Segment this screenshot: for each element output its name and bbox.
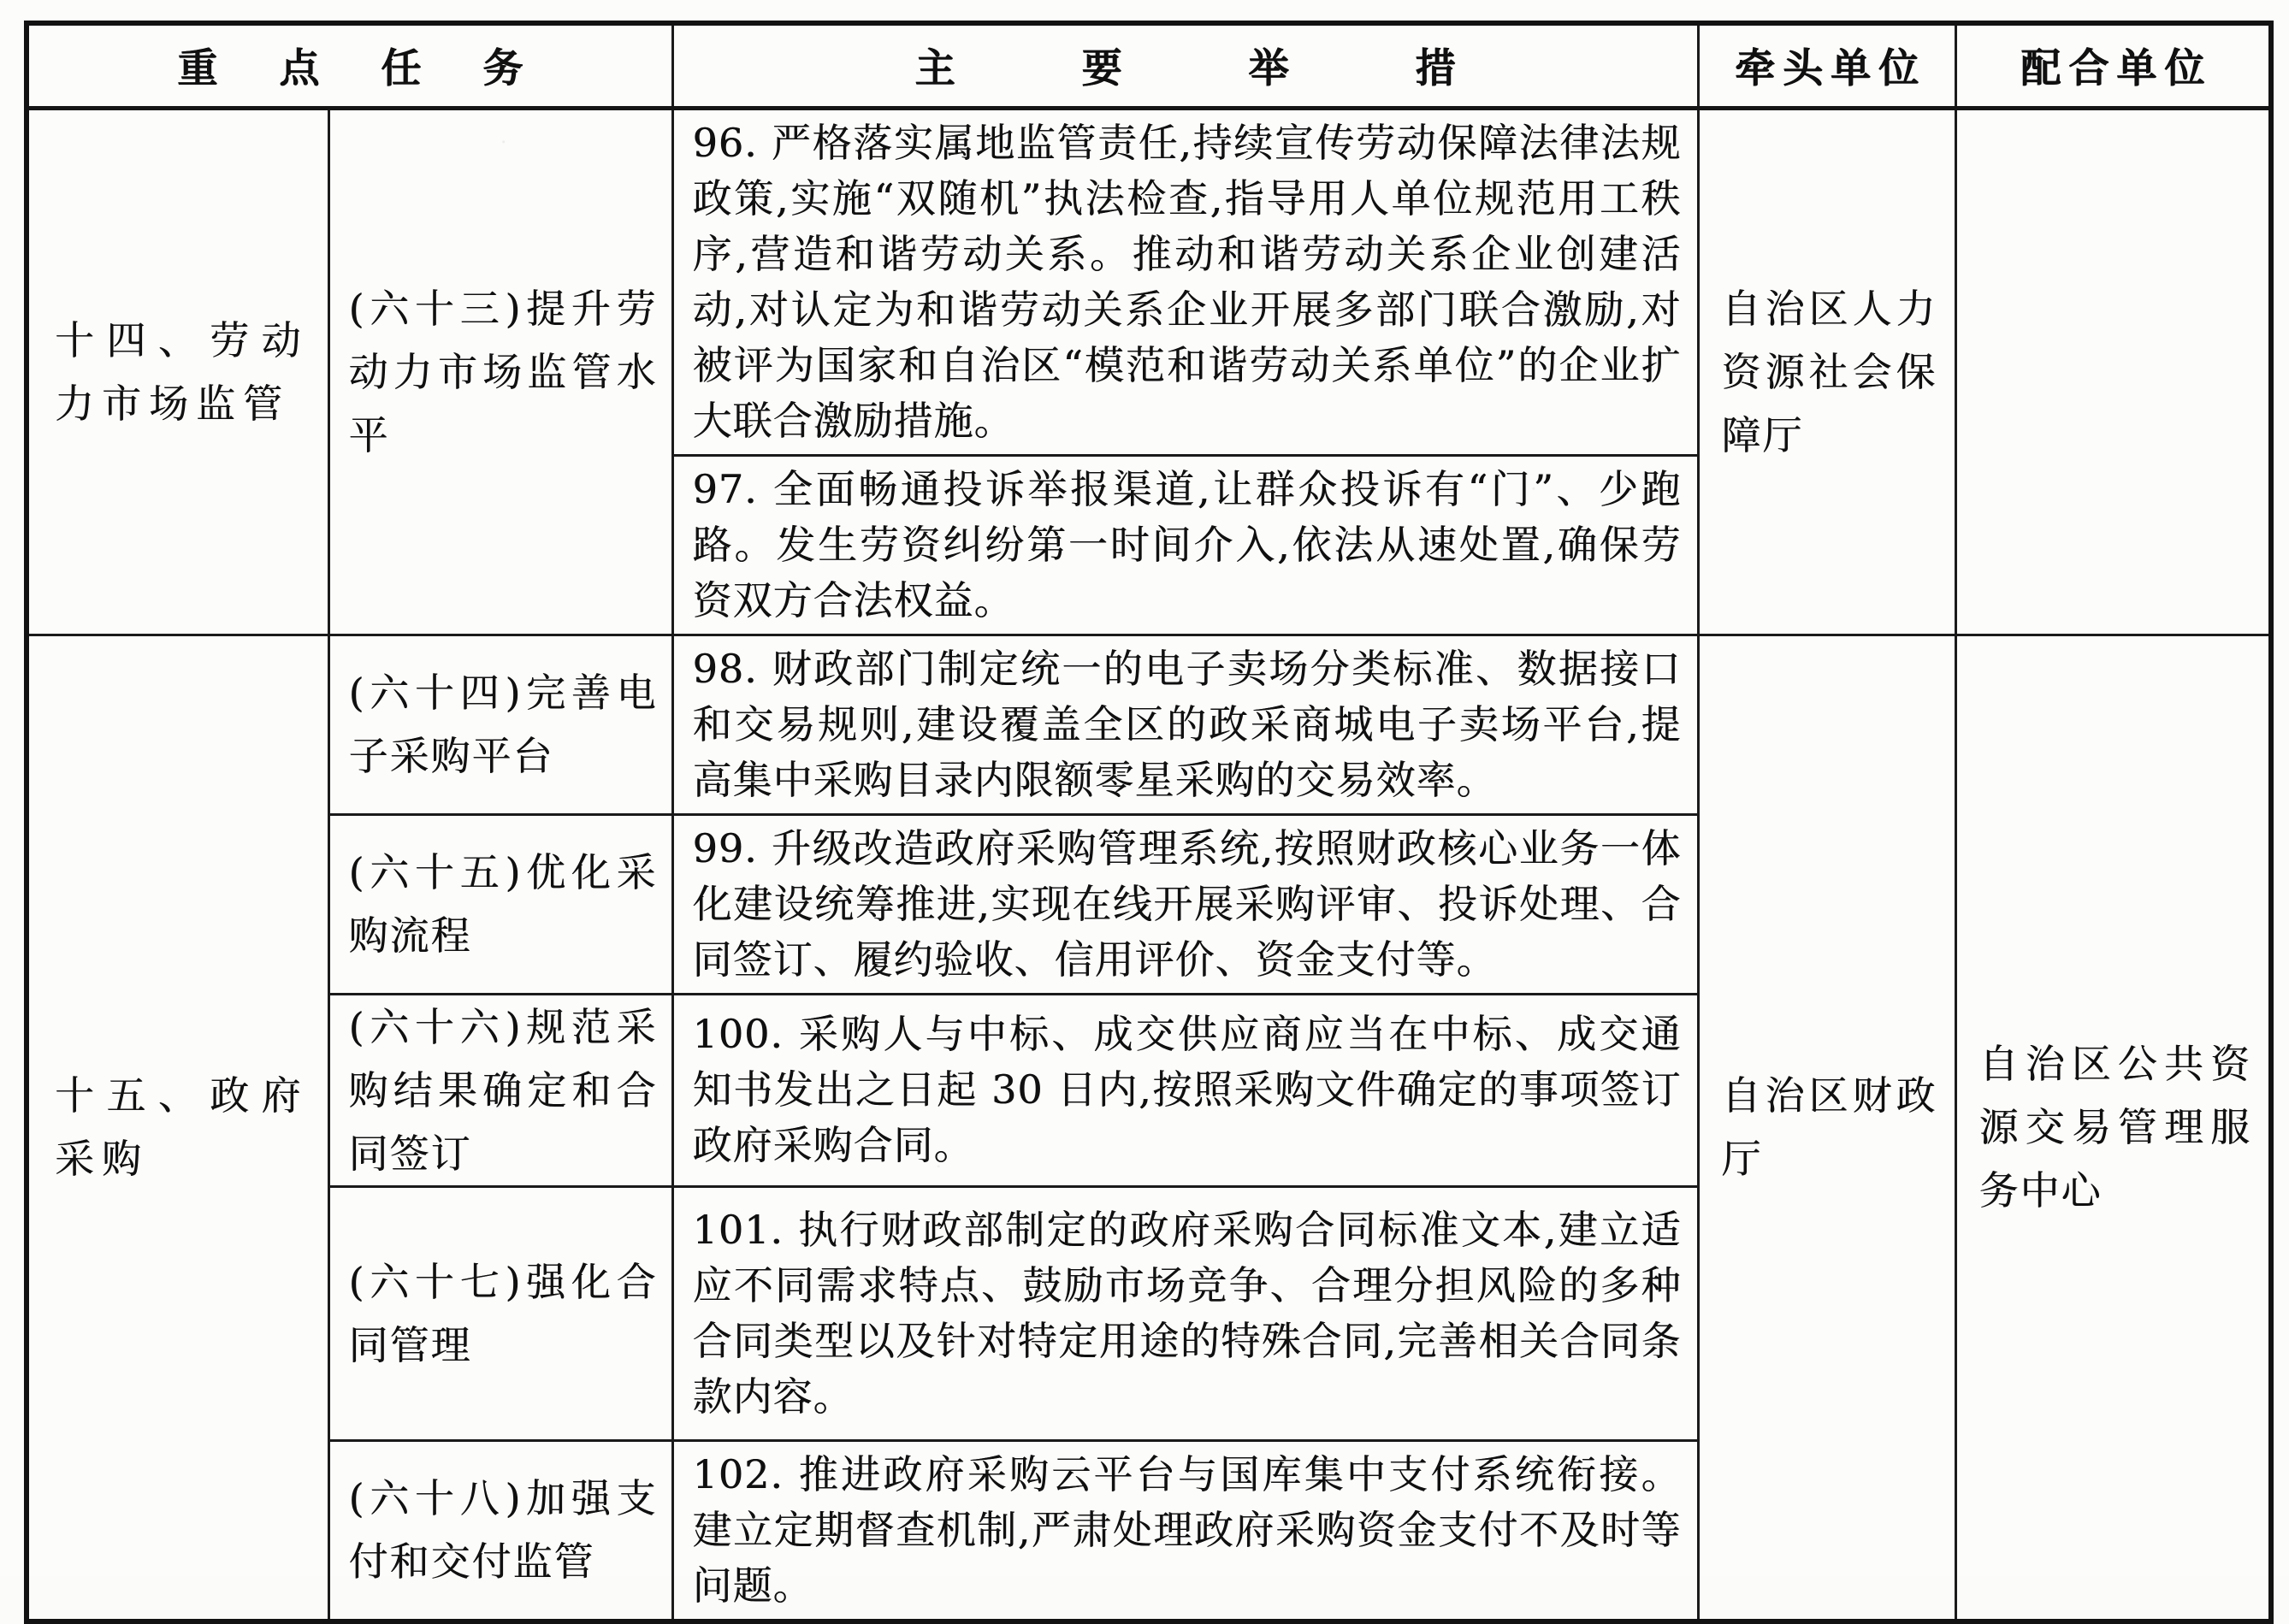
- measure-cell-96: 96. 严格落实属地监管责任,持续宣传劳动保障法律法规政策,实施“双随机”执法检查,指导用人单位规范用工秩序,营造和谐劳动关系。推动和谐劳动关系企业创建活动,对认定为和谐劳动关系企业开展多部门联合激励,对被评为国家和自治区“模范和谐劳动关系单位”的企业扩大联合激励措施。: [672, 108, 1698, 455]
- header-cell-support-unit: 配合单位: [1955, 23, 2271, 108]
- category-cell-15-government-procurement: 十五、政府采购: [27, 635, 328, 1621]
- task-cell-68: (六十八)加强支付和交付监管: [328, 1440, 672, 1621]
- task-cell-66: (六十六)规范采购结果确定和合同签订: [328, 994, 672, 1186]
- measure-cell-97: 97. 全面畅通投诉举报渠道,让群众投诉有“门”、少跑路。发生劳资纠纷第一时间介入,依法从速处置,确保劳资双方合法权益。: [672, 455, 1698, 635]
- task-cell-63: (六十三)提升劳动力市场监管水平: [328, 108, 672, 635]
- key-tasks-table: [24, 21, 2274, 1624]
- table-row-measure-98: [27, 635, 2271, 814]
- measure-cell-99: 99. 升级改造政府采购管理系统,按照财政核心业务一体化建设统筹推进,实现在线开展采购评审、投诉处理、合同签订、履约验收、信用评价、资金支付等。: [672, 814, 1698, 994]
- task-cell-64: (六十四)完善电子采购平台: [328, 635, 672, 814]
- lead-unit-cell-14: 自治区人力资源社会保障厅: [1698, 108, 1955, 635]
- measure-cell-100: 100. 采购人与中标、成交供应商应当在中标、成交通知书发出之日起 30 日内,按照采购文件确定的事项签订政府采购合同。: [672, 994, 1698, 1186]
- table-row-measure-96: [27, 108, 2271, 455]
- header-cell-lead-unit: 牵头单位: [1698, 23, 1955, 108]
- measure-cell-102: 102. 推进政府采购云平台与国库集中支付系统衔接。建立定期督查机制,严肃处理政府采购资金支付不及时等问题。: [672, 1440, 1698, 1621]
- support-unit-cell-14: [1955, 108, 2271, 635]
- header-cell-key-tasks: 重点任务: [27, 23, 672, 108]
- header-row: [27, 23, 2271, 108]
- task-cell-67: (六十七)强化合同管理: [328, 1186, 672, 1440]
- header-cell-main-measures: 主要举措: [672, 23, 1698, 108]
- support-unit-cell-15: 自治区公共资源交易管理服务中心: [1955, 635, 2271, 1621]
- task-cell-65: (六十五)优化采购流程: [328, 814, 672, 994]
- category-cell-14-labor-market: 十四、劳动力市场监管: [27, 108, 328, 635]
- lead-unit-cell-15: 自治区财政厅: [1698, 635, 1955, 1621]
- measure-cell-98: 98. 财政部门制定统一的电子卖场分类标准、数据接口和交易规则,建设覆盖全区的政采商城电子卖场平台,提高集中采购目录内限额零星采购的交易效率。: [672, 635, 1698, 814]
- measure-cell-101: 101. 执行财政部制定的政府采购合同标准文本,建立适应不同需求特点、鼓励市场竞争、合理分担风险的多种合同类型以及针对特定用途的特殊合同,完善相关合同条款内容。: [672, 1186, 1698, 1440]
